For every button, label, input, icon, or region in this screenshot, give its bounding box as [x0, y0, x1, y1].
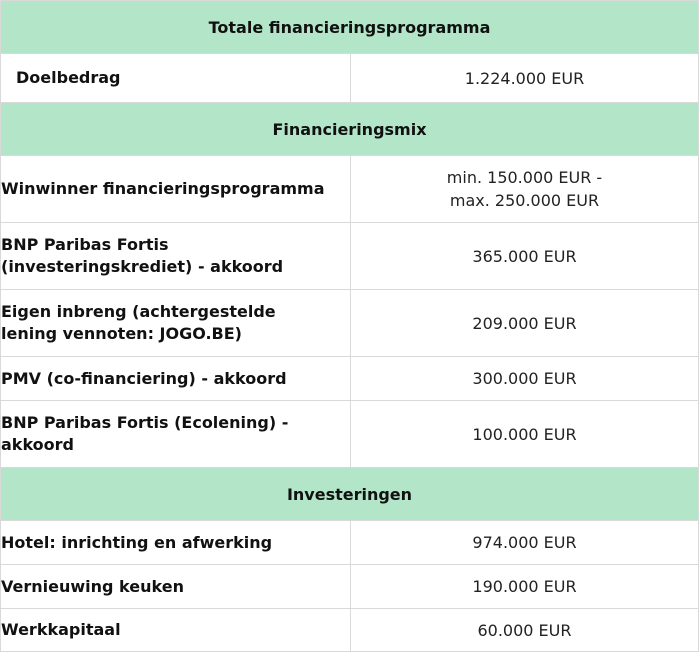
- section-header-total: [1, 1, 699, 54]
- row-value: 209.000 EUR: [351, 290, 699, 357]
- table-row-hotel: [1, 521, 699, 565]
- table-row-pmv: [1, 357, 699, 401]
- row-value: [351, 156, 699, 223]
- table-row-doelbedrag: [1, 54, 699, 103]
- row-label-line-1: Eigen inbreng (achtergestelde: [1, 302, 276, 321]
- row-label: Vernieuwing keuken: [1, 565, 351, 609]
- row-value-line-1: min. 150.000 EUR -: [446, 168, 603, 187]
- row-label-line-1: BNP Paribas Fortis: [1, 235, 169, 254]
- row-label-line-2: akkoord: [1, 435, 74, 454]
- row-value: 1.224.000 EUR: [351, 54, 699, 103]
- table-row-keuken: [1, 565, 699, 609]
- row-value: 974.000 EUR: [351, 521, 699, 565]
- row-label: [1, 290, 351, 357]
- row-value-line-2: max. 250.000 EUR: [449, 191, 600, 210]
- row-label: Doelbedrag: [1, 54, 351, 103]
- row-label: Werkkapitaal: [1, 609, 351, 652]
- row-label-line-2: lening vennoten: JOGO.BE): [1, 324, 242, 343]
- row-label-line-1: BNP Paribas Fortis (Ecolening) -: [1, 413, 289, 432]
- row-label: [1, 401, 351, 468]
- row-value: 60.000 EUR: [351, 609, 699, 652]
- row-value: 190.000 EUR: [351, 565, 699, 609]
- table-row-eigen-inbreng: [1, 290, 699, 357]
- row-value: 365.000 EUR: [351, 223, 699, 290]
- row-label: Hotel: inrichting en afwerking: [1, 521, 351, 565]
- section-header-mix: [1, 103, 699, 156]
- table-row-bnp-ecolening: [1, 401, 699, 468]
- section-title-total: Totale financieringsprogramma: [1, 1, 699, 54]
- row-label: Winwinner financieringsprogramma: [1, 156, 351, 223]
- table-row-winwinner: [1, 156, 699, 223]
- table-row-bnp-investeringskrediet: [1, 223, 699, 290]
- section-title-investments: Investeringen: [1, 468, 699, 521]
- table-row-werkkapitaal: [1, 609, 699, 652]
- row-value: 300.000 EUR: [351, 357, 699, 401]
- row-label-line-2: (investeringskrediet) - akkoord: [1, 257, 284, 276]
- row-label: [1, 223, 351, 290]
- row-label: PMV (co-financiering) - akkoord: [1, 357, 351, 401]
- section-header-investments: [1, 468, 699, 521]
- row-value: 100.000 EUR: [351, 401, 699, 468]
- section-title-mix: Financieringsmix: [1, 103, 699, 156]
